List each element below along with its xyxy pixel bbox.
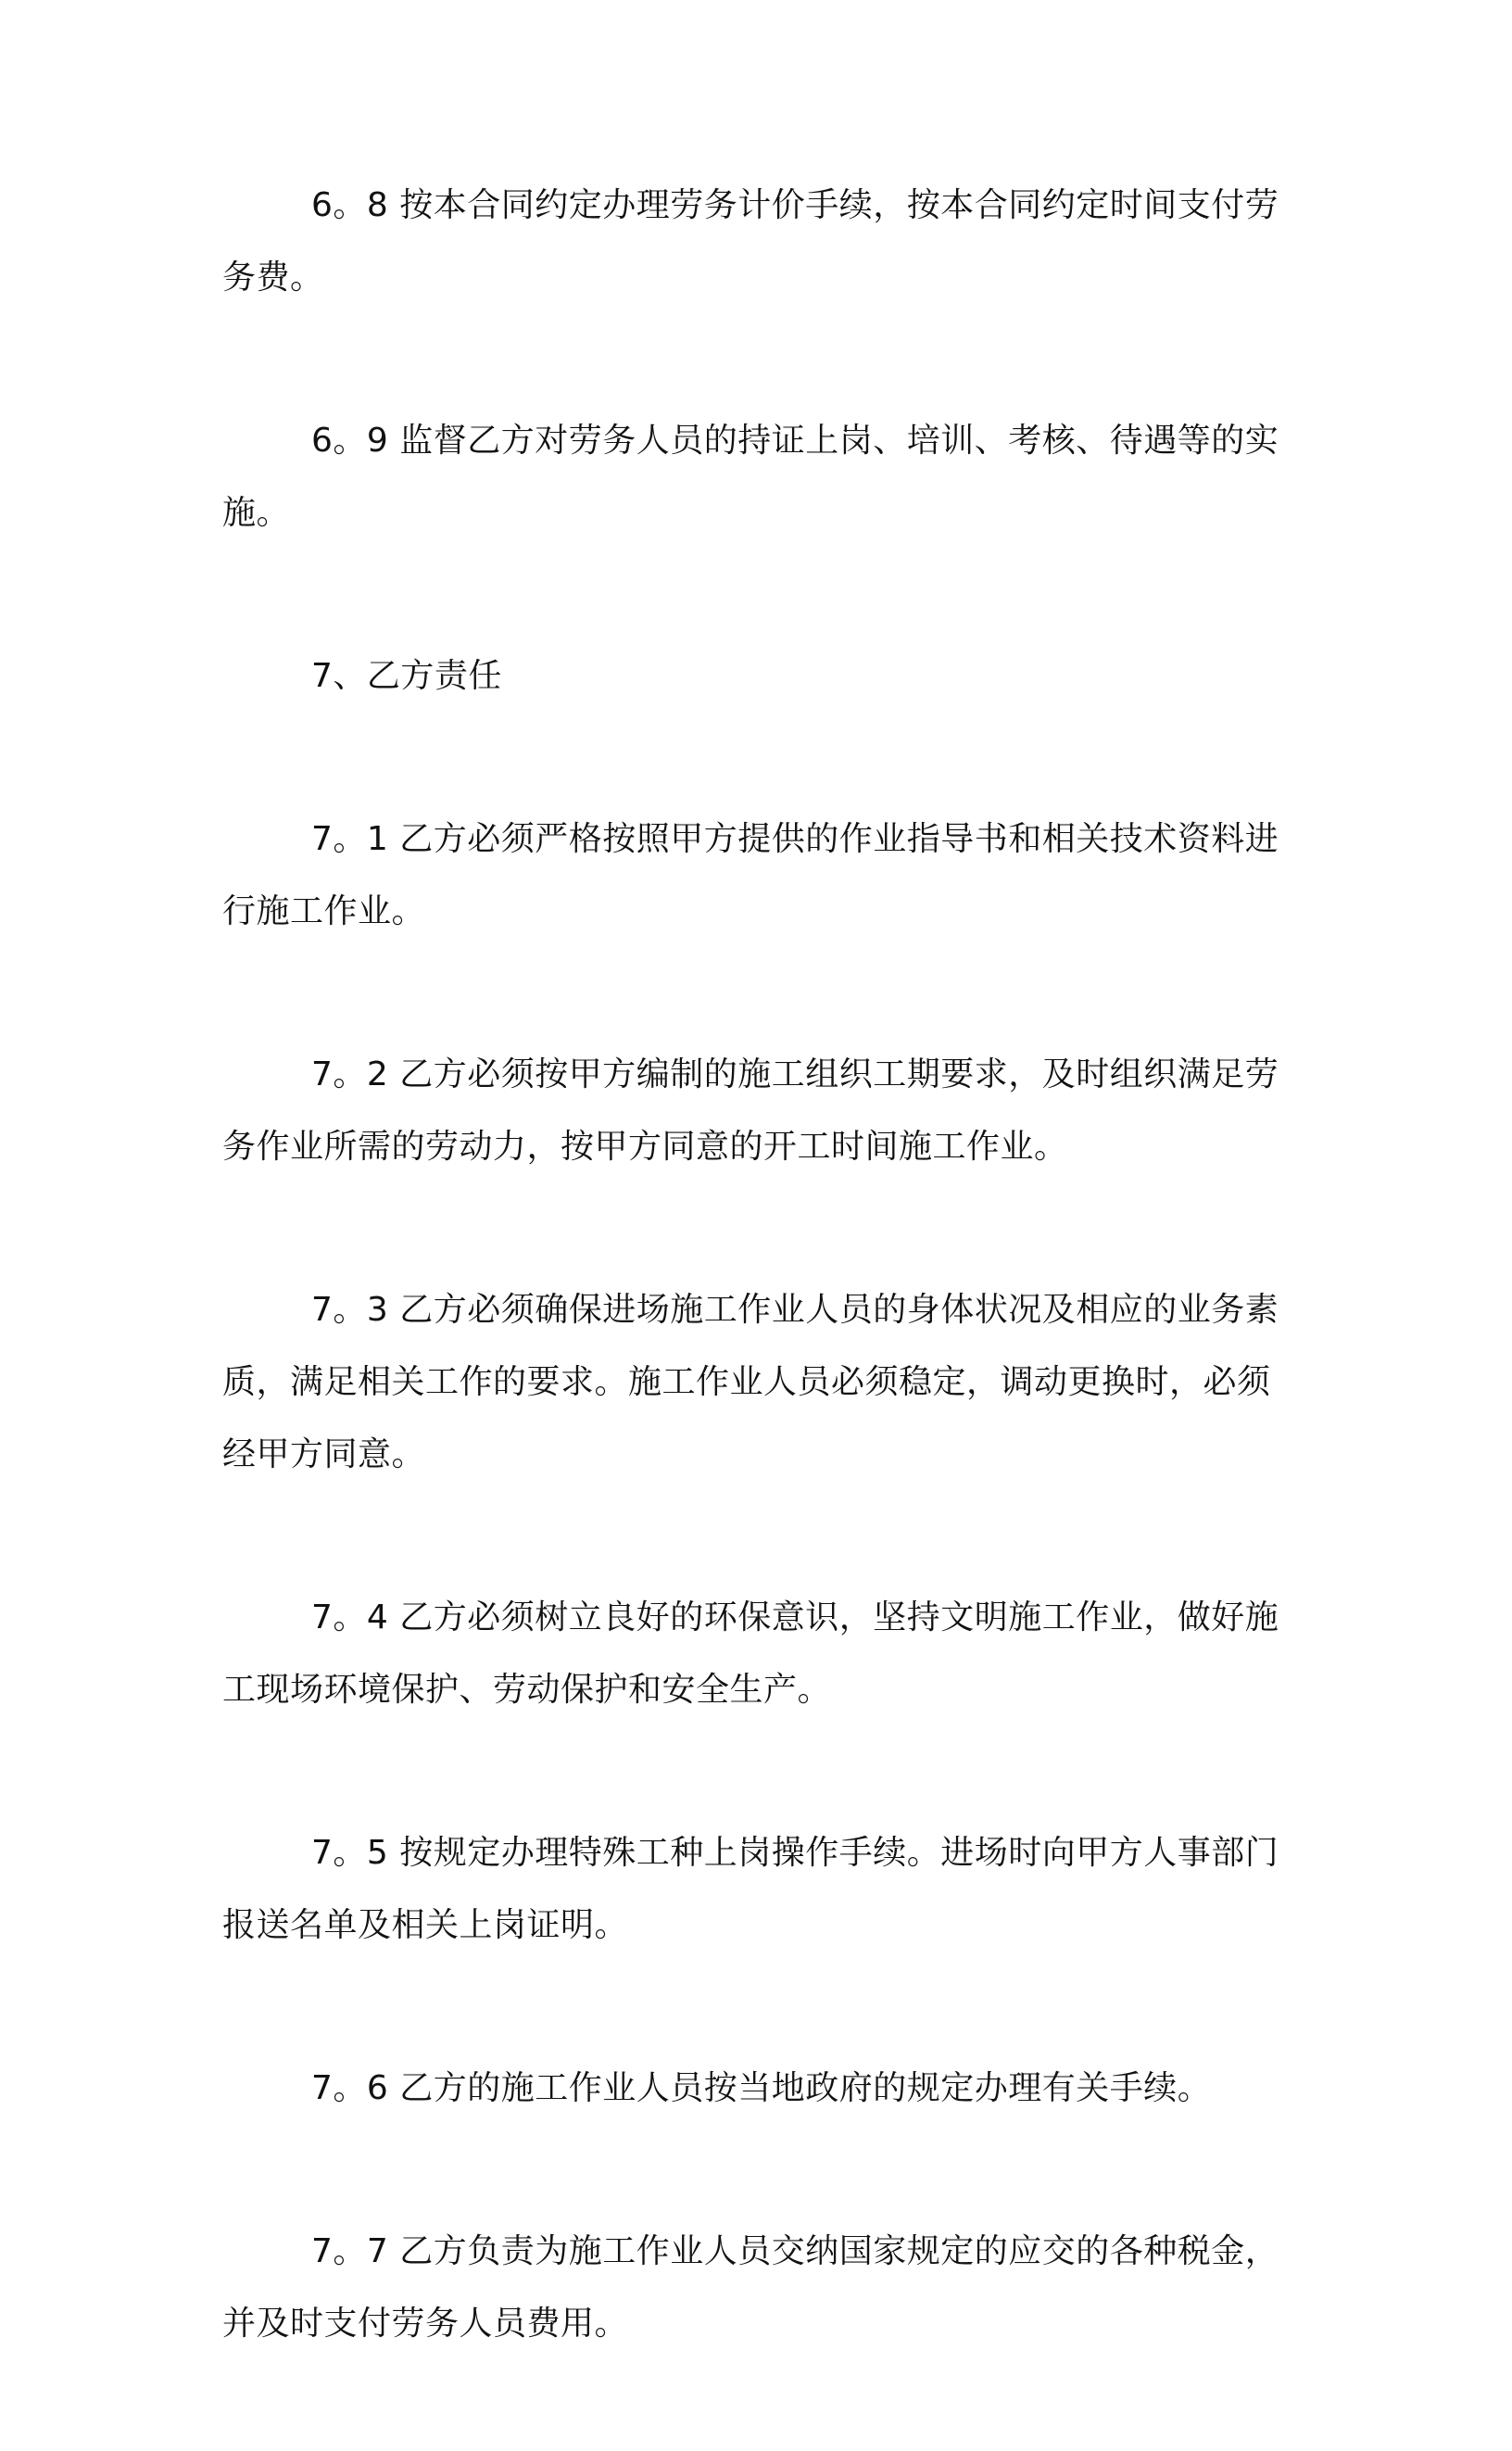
clause-6-9: 6。9 监督乙方对劳务人员的持证上岗、培训、考核、待遇等的实施。 — [222, 422, 1279, 532]
clause-7-5: 7。5 按规定办理特殊工种上岗操作手续。进场时向甲方人事部门报送名单及相关上岗证明。 — [222, 1834, 1279, 1944]
clause-7-2: 7。2 乙方必须按甲方编制的施工组织工期要求，及时组织满足劳务作业所需的劳动力，按甲方同意的开工时间施工作业。 — [222, 1055, 1279, 1166]
clause-6-8: 6。8 按本合同约定办理劳务计价手续，按本合同约定时间支付劳务费。 — [222, 186, 1279, 297]
clause-7-6: 7。6 乙方的施工作业人员按当地政府的规定办理有关手续。 — [311, 2069, 1212, 2107]
clause-7-1: 7。1 乙方必须严格按照甲方提供的作业指导书和相关技术资料进行施工作业。 — [222, 820, 1279, 930]
clause-7-4: 7。4 乙方必须树立良好的环保意识，坚持文明施工作业，做好施工现场环境保护、劳动保护和安全生产。 — [222, 1598, 1279, 1709]
clause-7-3: 7。3 乙方必须确保进场施工作业人员的身体状况及相应的业务素质，满足相关工作的要求。施工作业人员必须稳定，调动更换时，必须经甲方同意。 — [222, 1291, 1279, 1473]
document-body — [222, 170, 1288, 2451]
section-heading-7: 7、乙方责任 — [311, 657, 502, 695]
clause-7-7: 7。7 乙方负责为施工作业人员交纳国家规定的应交的各种税金，并及时支付劳务人员费用。 — [222, 2232, 1279, 2343]
